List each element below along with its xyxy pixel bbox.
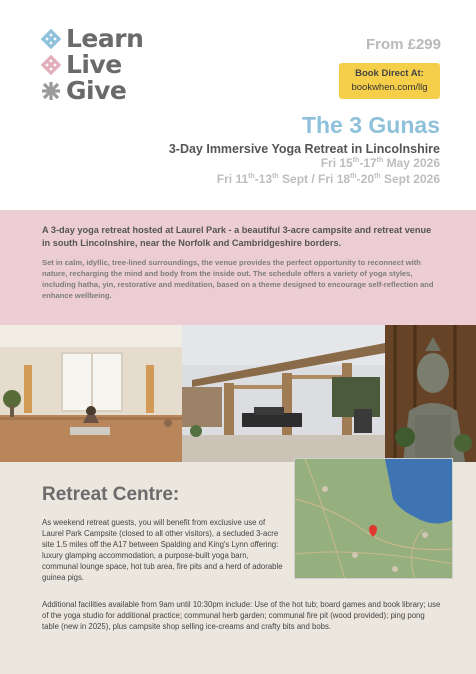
logo-word-learn: Learn: [66, 24, 144, 53]
retreat-paragraph-2: Additional facilities available from 9am until 10:30pm include: Use of the hot tub; board games and book library; use of the yoga studio for additional practice; communal herb garden; communal fire pit (wood provided); ping pong table (new in 2025), plus campsite shop selling ice-creams and crafty bits and bobs.: [42, 600, 441, 631]
location-map[interactable]: [294, 458, 453, 579]
logo-word-live: Live: [66, 50, 122, 79]
dates-sept: Fri 11th-13th Sept / Fri 18th-20th Sept 2026: [216, 172, 440, 186]
book-direct-button[interactable]: [339, 63, 440, 99]
page-title: The 3 Gunas: [301, 112, 440, 138]
cross-icon-grey: [40, 80, 62, 102]
photo-strip: [0, 325, 476, 462]
booking-link[interactable]: bookwhen.com/llg: [351, 82, 428, 93]
buddha-statue-photo: [385, 325, 476, 462]
pergola-photo: [182, 325, 385, 462]
yoga-studio-photo: [0, 325, 182, 462]
intro-paragraph-1: A 3-day yoga retreat hosted at Laurel Park - a beautiful 3-acre campsite and retreat venue in south Lincolnshire, near the Norfolk and Cambridgeshire borders.: [42, 225, 432, 248]
header: [0, 0, 476, 210]
intro-band: [0, 210, 476, 325]
logo: [40, 26, 143, 104]
page-subtitle: 3-Day Immersive Yoga Retreat in Lincolnshire: [168, 142, 440, 156]
retreat-centre-heading: Retreat Centre:: [42, 484, 180, 505]
book-direct-label: Book Direct At:: [355, 68, 424, 79]
retreat-paragraph-1: As weekend retreat guests, you will benefit from exclusive use of Laurel Park Campsite (closed to all other visitors), a secluded 3-acre site 1.5 miles off the A17 between Spalding and King's Lynn offering: luxury glamping accommodation, a purpose-built yoga barn, communal lounge space, hot tub area, fire pits and a herd of adorable guinea pigs.: [42, 518, 283, 582]
logo-word-give: Give: [66, 76, 127, 105]
retreat-centre-section: [0, 462, 476, 674]
knot-icon-blue: [40, 28, 62, 50]
price: From £299: [365, 36, 441, 53]
knot-icon-pink: [40, 54, 62, 76]
intro-paragraph-2: Set in calm, idyllic, tree-lined surroundings, the venue provides the perfect opportunity to reconnect with nature, recharging the mind and body from the inside out. The schedule offers a variety of yoga styles, including hatha, yin, restorative and meditation, based on a theme designed to encourage self-reflection and enhance wellbeing.: [42, 258, 434, 300]
dates-may: Fri 15th-17th May 2026: [320, 156, 440, 170]
